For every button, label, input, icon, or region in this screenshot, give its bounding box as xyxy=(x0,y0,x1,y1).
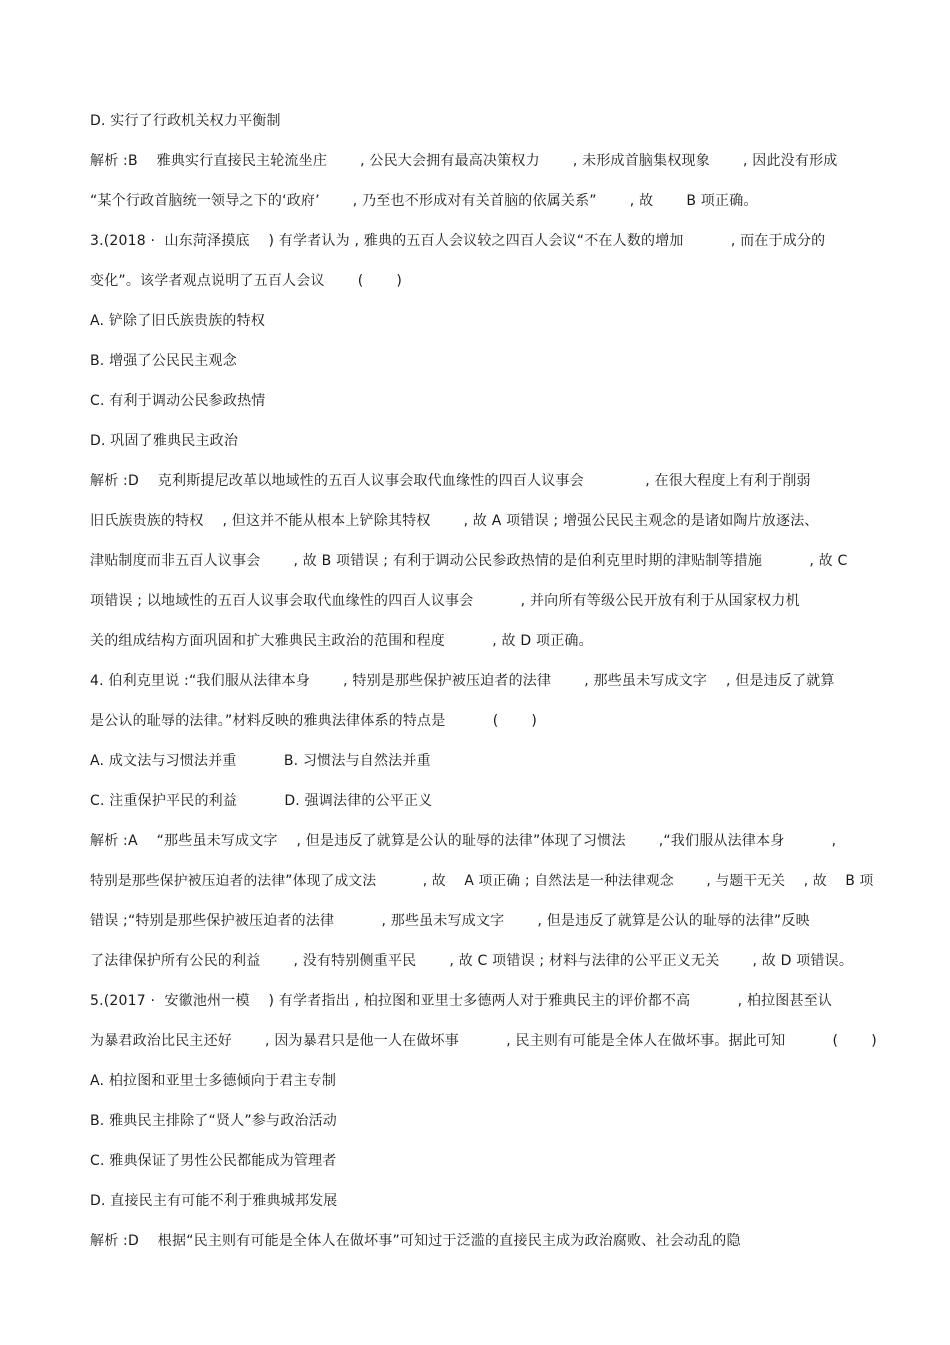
options-cd-q4: C. 注重保护平民的利益 D. 强调法律的公平正义 xyxy=(90,793,433,809)
analysis-q2-line-1: 解析 :B 雅典实行直接民主轮流坐庄 , 公民大会拥有最高决策权力 , 未形成首脑集权现象 , 因此没有形成 xyxy=(90,153,838,169)
option-d-q3: D. 巩固了雅典民主政治 xyxy=(90,433,239,449)
analysis-q4-line-3: 错误 ;“特别是那些保护被压迫者的法律 , 那些虽未写成文字 , 但是违反了就算是公认的耻辱的法律”反映 xyxy=(90,913,810,929)
option-a-q3: A. 铲除了旧氏族贵族的特权 xyxy=(90,313,266,329)
option-b-q3: B. 增强了公民民主观念 xyxy=(90,353,237,369)
question-3-line-1: 3.(2018 · 山东菏泽摸底 ) 有学者认为 , 雅典的五百人会议较之四百人会议“不在人数的增加 , 而在于成分的 xyxy=(90,233,826,249)
analysis-q3-line-5: 关的组成结构方面巩固和扩大雅典民主政治的范围和程度 , 故 D 项正确。 xyxy=(90,633,593,649)
analysis-q3-line-2: 旧氏族贵族的特权 , 但这并不能从根本上铲除其特权 , 故 A 项错误 ; 增强公民民主观念的是诸如陶片放逐法、 xyxy=(90,513,819,529)
analysis-q4-line-4: 了法律保护所有公民的利益 , 没有特别侧重平民 , 故 C 项错误 ; 材料与法律的公平正义无关 , 故 D 项错误。 xyxy=(90,953,854,969)
option-d-q5: D. 直接民主有可能不利于雅典城邦发展 xyxy=(90,1193,338,1209)
analysis-q2-line-2: “某个行政首脑统一领导之下的‘政府’ , 乃至也不形成对有关首脑的依属关系” , 故 B 项正确。 xyxy=(90,193,758,209)
analysis-q4-line-1: 解析 :A “那些虽未写成文字 , 但是违反了就算是公认的耻辱的法律”体现了习惯法 ,“我们服从法律本身 , xyxy=(90,833,837,849)
analysis-q3-line-4: 项错误 ; 以地域性的五百人议事会取代血缘性的四百人议事会 , 并向所有等级公民开放有利于从国家权力机 xyxy=(90,593,800,609)
option-c-q5: C. 雅典保证了男性公民都能成为管理者 xyxy=(90,1153,337,1169)
question-4-line-2: 是公认的耻辱的法律。”材料反映的雅典法律体系的特点是 ( ) xyxy=(90,713,538,729)
option-c-q3: C. 有利于调动公民参政热情 xyxy=(90,393,266,409)
option-d-q2: D. 实行了行政机关权力平衡制 xyxy=(90,113,281,129)
analysis-q3-line-3: 津贴制度而非五百人议事会 , 故 B 项错误 ; 有利于调动公民参政热情的是伯利克里时期的津贴制等措施 , 故 C xyxy=(90,553,848,569)
analysis-q4-line-2: 特别是那些保护被压迫者的法律”体现了成文法 , 故 A 项正确 ; 自然法是一种法律观念 , 与题干无关 , 故 B 项 xyxy=(90,873,874,889)
options-ab-q4: A. 成文法与习惯法并重 B. 习惯法与自然法并重 xyxy=(90,753,431,769)
question-5-line-2: 为暴君政治比民主还好 , 因为暴君只是他一人在做坏事 , 民主则有可能是全体人在做坏事。据此可知 ( ) xyxy=(90,1033,877,1049)
question-4-line-1: 4. 伯利克里说 :“我们服从法律本身 , 特别是那些保护被压迫者的法律 , 那些虽未写成文字 , 但是违反了就算 xyxy=(90,673,835,689)
analysis-q3-line-1: 解析 :D 克利斯提尼改革以地域性的五百人议事会取代血缘性的四百人议事会 , 在很大程度上有利于削弱 xyxy=(90,473,811,489)
analysis-q5-line-1: 解析 :D 根据“民主则有可能是全体人在做坏事”可知过于泛滥的直接民主成为政治腐败、社会动乱的隐 xyxy=(90,1233,741,1249)
question-5-line-1: 5.(2017 · 安徽池州一模 ) 有学者指出 , 柏拉图和亚里士多德两人对于雅典民主的评价都不高 , 柏拉图甚至认 xyxy=(90,993,833,1009)
question-3-line-2: 变化”。该学者观点说明了五百人会议 ( ) xyxy=(90,273,403,289)
option-b-q5: B. 雅典民主排除了“贤人”参与政治活动 xyxy=(90,1113,338,1129)
option-a-q5: A. 柏拉图和亚里士多德倾向于君主专制 xyxy=(90,1073,337,1089)
